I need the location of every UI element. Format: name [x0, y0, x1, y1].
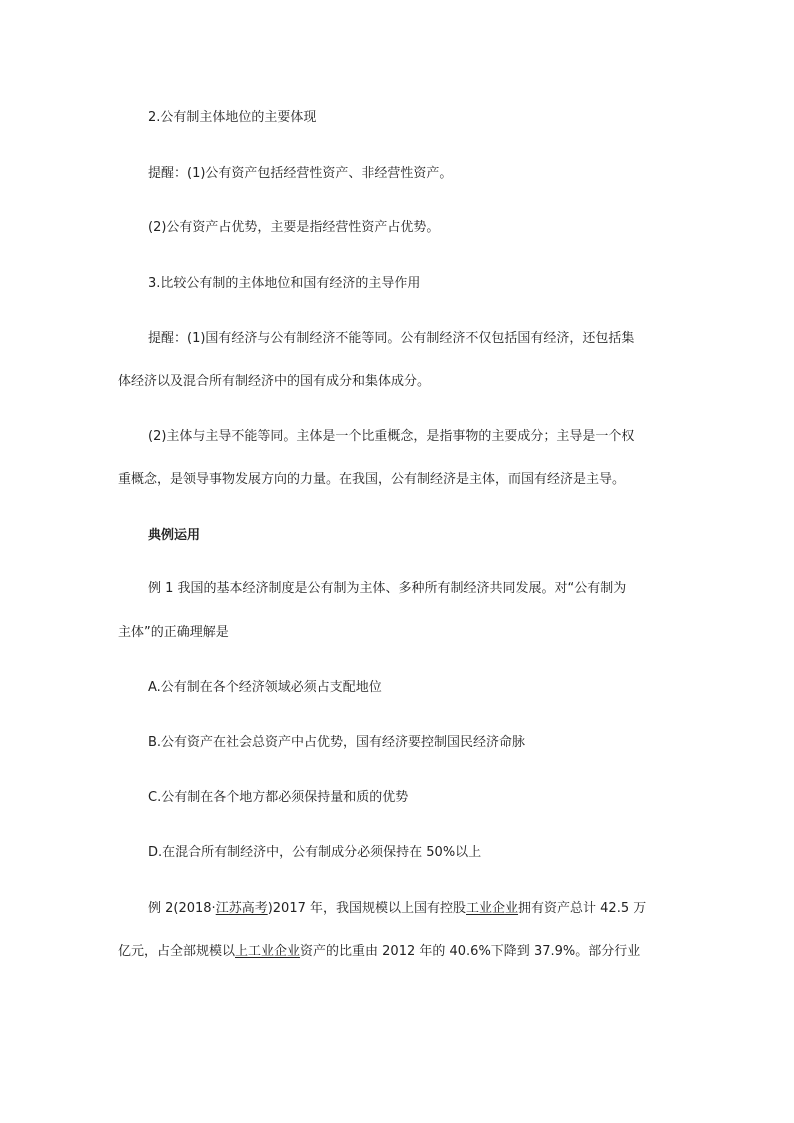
reminder-2-2: (2)公有资产占优势，主要是指经营性资产占优势。 [148, 220, 440, 235]
section-title: 典例运用 [148, 528, 201, 543]
option-a: A.公有制在各个经济领域必须占支配地位 [148, 680, 382, 695]
example-2-line1 [148, 900, 646, 918]
example-2-prefix: 例 2(2018· [148, 901, 216, 916]
example-2-line2-prefix: 亿元，占全部规模以 [118, 944, 236, 959]
example-2-mid: )2017 年，我国规模以上国有控股 [267, 901, 467, 916]
reminder-3-1-line1: 提醒：(1)国有经济与公有制经济不能等同。公有制经济不仅包括国有经济，还包括集 [148, 331, 635, 346]
example-1-line2: 主体”的正确理解是 [118, 625, 229, 640]
example-2-link-jiangsu[interactable]: 江苏高考 [215, 901, 268, 916]
example-2-link-industrial[interactable]: 工业企业 [466, 901, 519, 916]
option-c: C.公有制在各个地方都必须保持量和质的优势 [148, 790, 409, 805]
reminder-2-1: 提醒：(1)公有资产包括经营性资产、非经营性资产。 [148, 166, 453, 181]
example-2-link-industrial-2[interactable]: 上工业企业 [235, 944, 301, 959]
reminder-3-2-line1: (2)主体与主导不能等同。主体是一个比重概念，是指事物的主要成分；主导是一个权 [148, 429, 635, 444]
heading-2: 2.公有制主体地位的主要体现 [148, 110, 317, 125]
example-2-line2-suffix: 资产的比重由 2012 年的 40.6%下降到 37.9%。部分行业 [300, 944, 641, 959]
option-d: D.在混合所有制经济中，公有制成分必须保持在 50%以上 [148, 845, 482, 860]
example-2-line2 [118, 943, 640, 961]
reminder-3-2-line2: 重概念，是领导事物发展方向的力量。在我国，公有制经济是主体，而国有经济是主导。 [118, 472, 626, 487]
example-1-line1: 例 1 我国的基本经济制度是公有制为主体、多种所有制经济共同发展。对“公有制为 [148, 581, 627, 596]
example-2-suffix: 拥有资产总计 42.5 万 [518, 901, 647, 916]
heading-3: 3.比较公有制的主体地位和国有经济的主导作用 [148, 276, 421, 291]
reminder-3-1-line2: 体经济以及混合所有制经济中的国有成分和集体成分。 [118, 374, 431, 389]
option-b: B.公有资产在社会总资产中占优势，国有经济要控制国民经济命脉 [148, 735, 526, 750]
